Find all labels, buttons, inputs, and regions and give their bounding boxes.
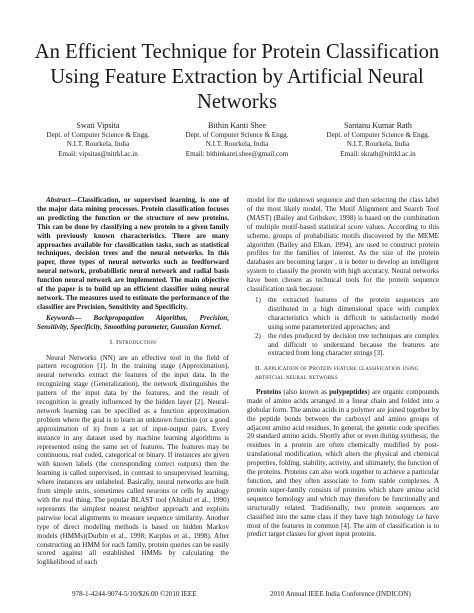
author-email: Email: skrath@nitrkl.ac.in [340,149,416,158]
paper-title: An Efficient Technique for Protein Classification Using Feature Extraction by Artificial Neural Networks [34,41,440,113]
right-column [247,196,439,539]
author-2 [162,120,312,159]
author-name: Swati Vipsita [76,121,120,130]
intro-continuation: model for the unknown sequence and then selecting the class label of the most likely model. The Motif Alignment and Search Tool (MAST) (Bailey and Gribskov, 1998) is based on the combination of multiple motif-based statistical score values. According to this scheme, groups of probabilistic motifs discovered by the MEME algorithm (Bailey and Elkan, 1994), are used to construct protein profiles for the families of interest. As the size of the protein databases are becoming larger , it is better to develop an intelligent system to classify the protein with high accuracy. Neural networks have been chosen as technical tools for the protein sequence classification task because: [247,196,439,294]
section-numeral: I. [109,338,115,346]
author-dept: Dept. of Computer Science & Engg. [326,131,430,139]
section-1-body: Neural Networks (NN) are an effective tool in the field of pattern recognition [1]. In the training stage (Approximation), neural networks extract the features of the input data. In the recognizing stage (Generalization), the network distinguishes the pattern of the input data by the features, and the result of recognition is greatly influenced by the hidden layer [2]. Neural-network learning can be specified as a function approximation problem where the goal is to learn an unknown function (or a good approximation of it) from a set of input-output pairs. Every instance in any dataset used by machine learning algorithms is represented using the same set of features. The features may be continuous, real coded, categorical or binary. If instances are given with known labels (the corresponding correct outputs) then the learning is called supervised, in contrast to unsupervised learning, where instances are unlabeled. Basically, neural networks are built from simple units, sometimes called neurons or cells by analogy with the real thing. The popular BLAST tool (Altshul et al., 1990) represents the simplest nearest neighbor approach and exploits pairwise local alignments to measure sequence similarity. Another type of direct modeling methods is based on hidden Markov models (HMMs)(Durbin et al., 1998; Karplus et al., 1998). After constructing an HMM for each family, protein queries can be easily scored against all established HMMs by calculating the loglikelihood of each [37,353,229,567]
author-email: Email: vipsitas@nitrkl.ac.in [58,149,138,158]
list-text: the extracted features of the protein sequences are distributed in a high dimensional space with complex characteristics which is difficult to satisfactorily model using some parameterized approaches; and [268,295,439,331]
keywords-text: — Backpropagation Algorithm, Precision, Sensitivity, Specificity, Smoothing parameter, Gaussian Kernel. [37,313,229,331]
footer-conference: 2010 Annual IEEE India Conference (INDICON) [270,590,411,598]
list-number: 2) [255,331,261,340]
author-inst: N.I.T. Rourkela, India [346,140,410,149]
author-inst: N.I.T. Rourkela, India [66,140,130,149]
paren-before: (also known as [281,387,330,396]
list-item [247,332,439,359]
author-inst: N.I.T. Rourkela, India [205,140,269,149]
author-name: Santanu Kumar Rath [344,121,412,130]
section-2-text: ) are organic compounds made of amino acids arranged in a linear chain and folded into a globular form. The amino acids in a polymer are joined together by the peptide bonds between the carboxyl and amino groups of adjacent amino acid residues. In general, the genetic code specifies 20 standard amino acids. Shortly after or even during synthesis, the residues in a protein are often chemically modified by post-translational modification, which alters the physical and chemical properties, folding, stability, activity, and ultimately, the function of the proteins. Proteins can also work together to achieve a particular function, and they often associate to form stable complexes. A protein super-family consists of proteins which share amino acid sequence homology and which may therefore be functionally and structurally related. Traditionally, two protein sequences are classified into the same class if they have high homology i.e have most of the features in common [4]. The aim of classification is to predict target classes for given input proteins. [247,387,439,539]
section-numeral: II. [255,365,262,373]
section-2-body [247,388,439,539]
author-dept: Dept. of Computer Science & Engg. [185,131,289,139]
author-email: Email: bithinkanti.shee@gmail.com [185,149,289,158]
left-column [37,196,229,567]
author-3 [303,120,453,159]
section-heading-2 [247,365,439,382]
footer-isbn: 978-1-4244-9074-5/10/$26.00 ©2010 IEEE [72,590,197,598]
paren-term: polypeptides [329,387,368,396]
author-block [0,120,474,170]
abstract [37,196,229,312]
author-dept: Dept. of Computer Science & Engg. [46,131,150,139]
list-text: the rules produced by decision tree techniques are complex and difficult to understand because the features are extracted from long character strings [3]. [268,331,439,358]
list-item [247,296,439,332]
section-heading-1 [37,339,229,348]
abstract-label: Abstract [46,196,71,204]
abstract-text: —Classification, or supervised learning, is one of the major data mining processes. Protein classification focuses on predicting the function or the structure of new proteins. This can be done by classifying a new protein to a given family with previously known characteristics. There are many approaches available for classification tasks, such as statistical techniques, decision trees and the neural networks. In this paper, three types of neural networks such as feedforward neural network, probabilistic neural network and radial basis function neural network are implemented. The main objective of the paper is to build up an efficient classifier using neural network. The measures used to estimate the performance of the classifier are Precision, Sensitivity and Specificity. [37,196,229,311]
author-1 [23,120,173,159]
section-title: Application of Protein feature classification using artificial neural networks [255,365,419,381]
keywords-label: Keywords [46,313,75,322]
author-name: Bithin Kanti Shee [208,121,266,130]
reason-list [247,296,439,358]
keywords [37,314,229,332]
lead-term: Proteins [256,387,282,396]
list-number: 1) [255,295,261,304]
section-title: Introduction [115,338,157,346]
